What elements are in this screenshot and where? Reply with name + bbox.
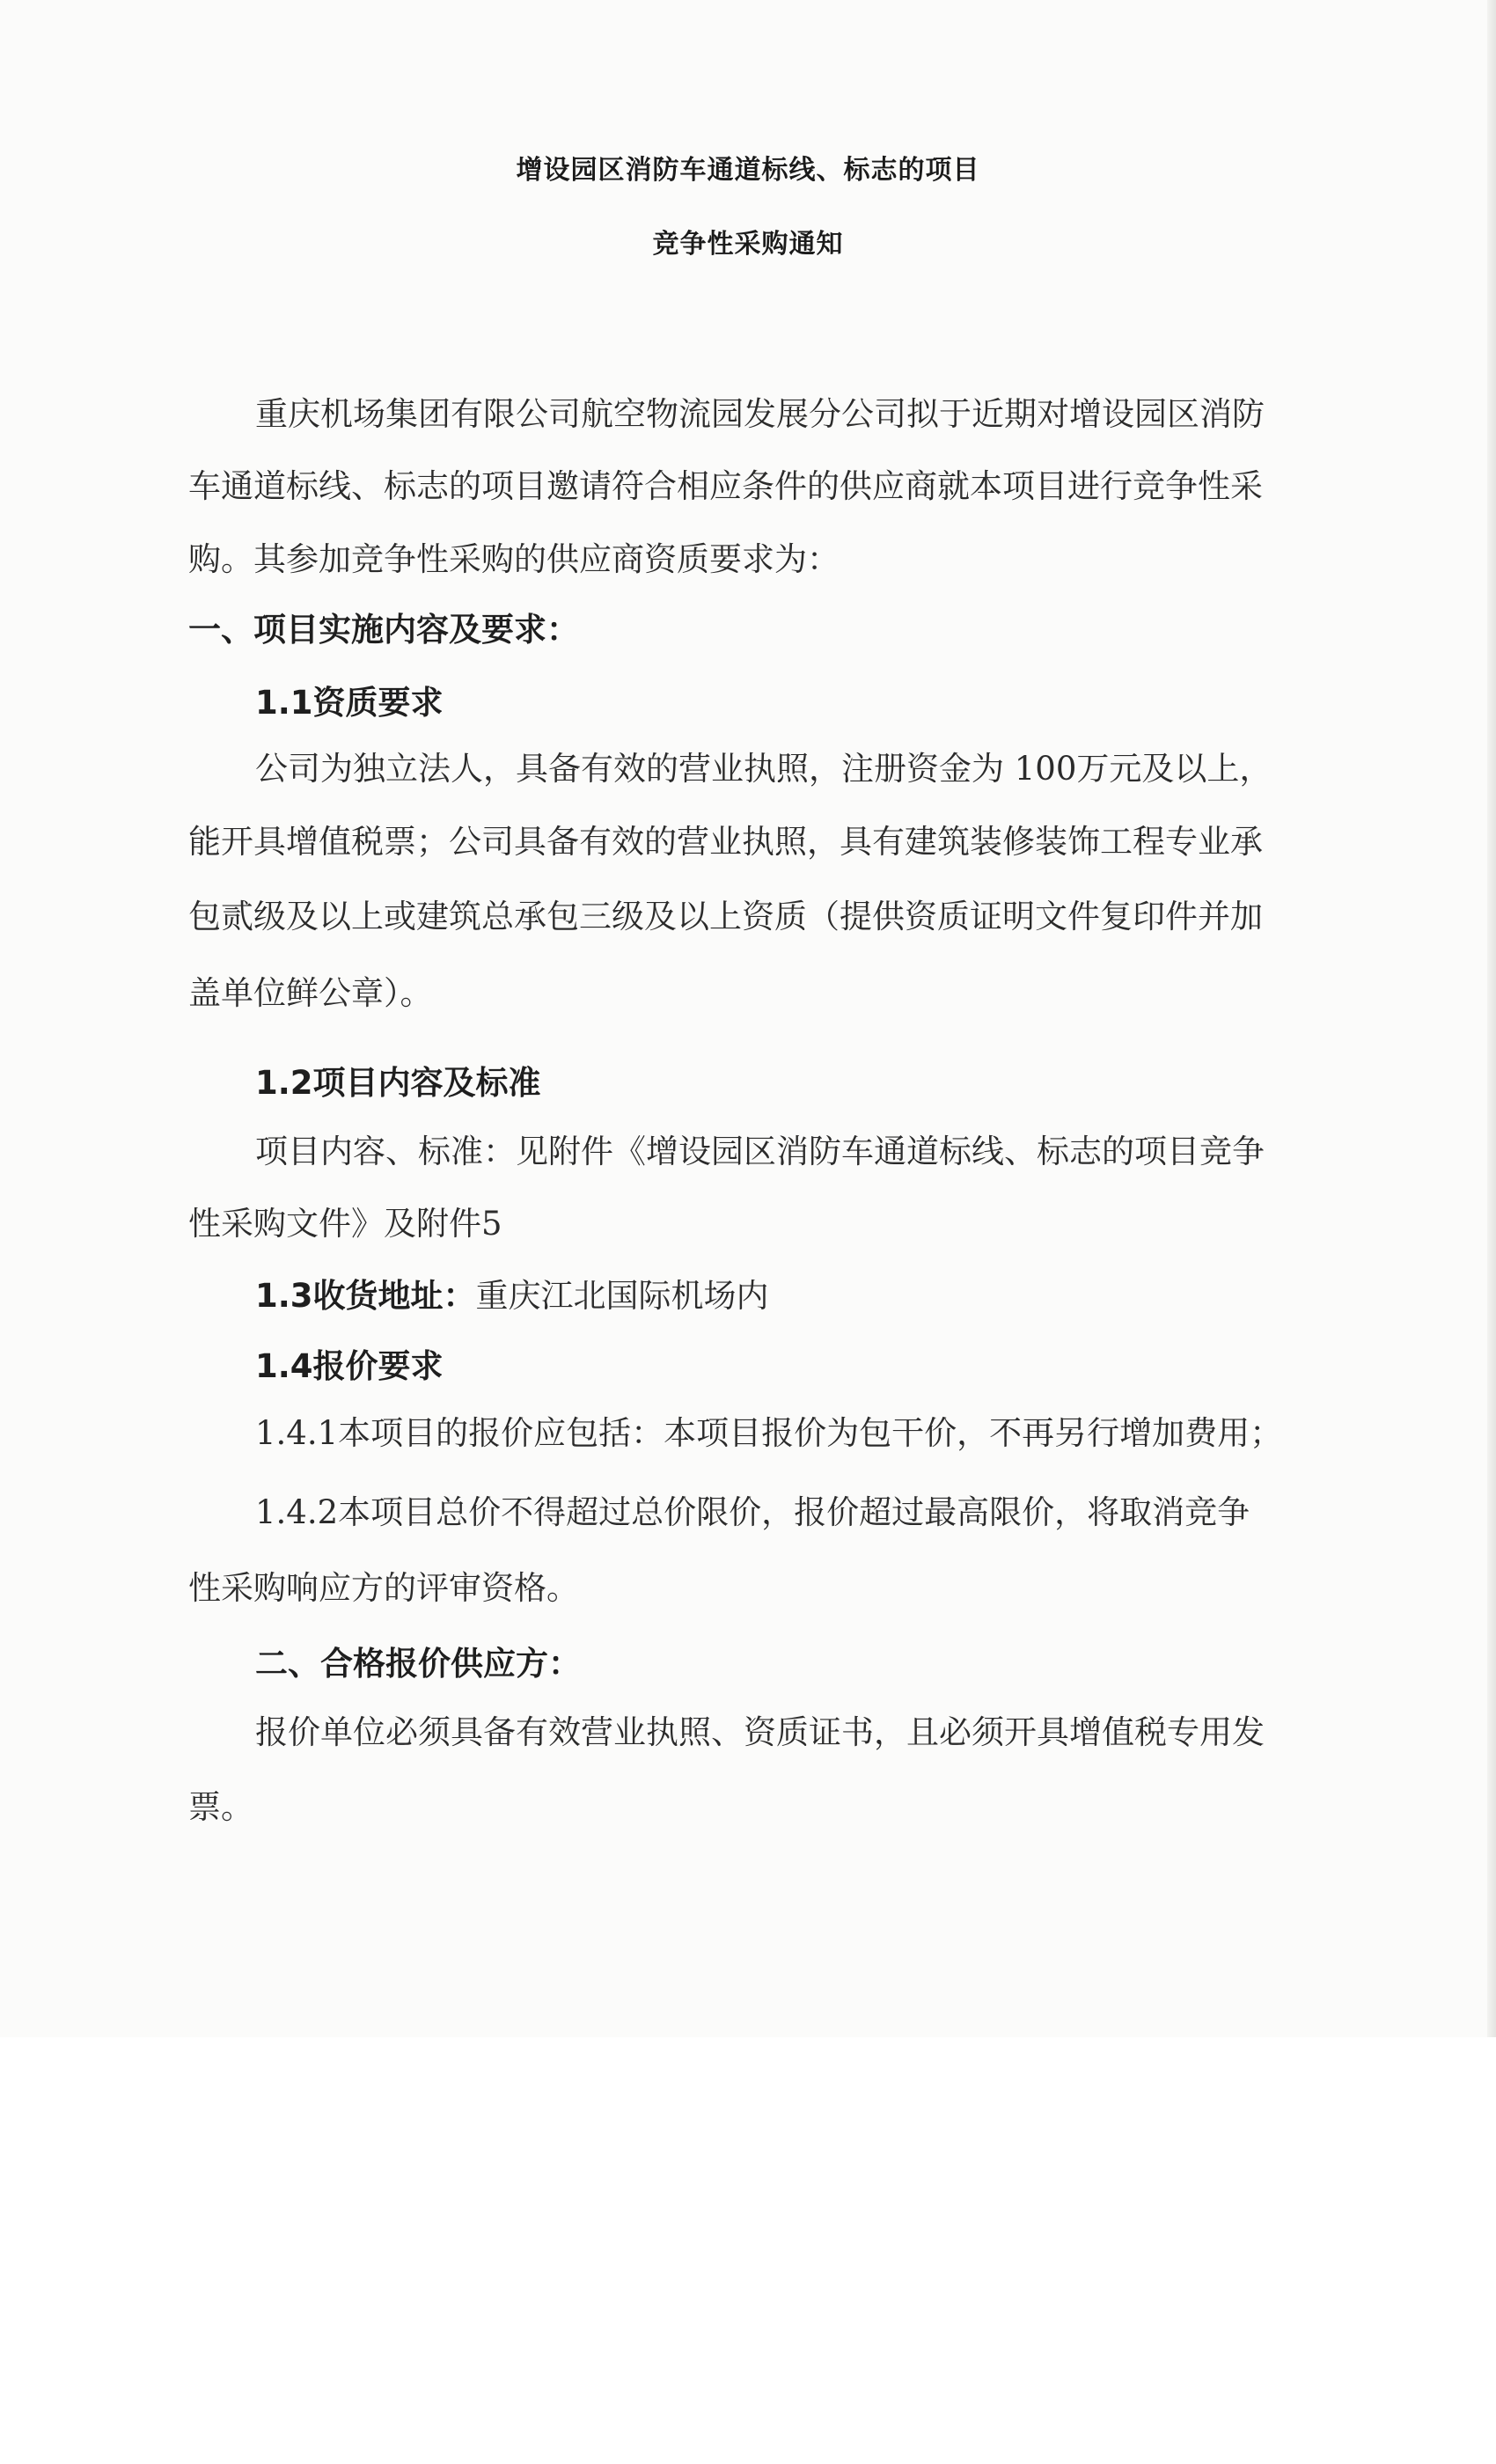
intro-line-1: 重庆机场集团有限公司航空物流园发展分公司拟于近期对增设园区消防	[255, 395, 1265, 433]
intro-line-3: 购。其参加竞争性采购的供应商资质要求为：	[188, 540, 840, 578]
delivery-address-label: 1.3收货地址：	[255, 1277, 476, 1315]
subsection-1-3	[255, 1269, 769, 1316]
section-2-line-1: 报价单位必须具备有效营业执照、资质证书，且必须开具增值税专用发	[255, 1713, 1265, 1751]
document-title-line-1: 增设园区消防车通道标线、标志的项目	[516, 155, 980, 186]
subsection-1-2-line-1: 项目内容、标准：见附件《增设园区消防车通道标线、标志的项目竞争	[255, 1133, 1265, 1170]
intro-line-2: 车通道标线、标志的项目邀请符合相应条件的供应商就本项目进行竞争性采	[188, 467, 1263, 505]
blank-area	[0, 2037, 1496, 2464]
subsection-1-1-line-3: 包贰级及以上或建筑总承包三级及以上资质（提供资质证明文件复印件并加	[188, 898, 1263, 935]
subsection-1-1-heading: 1.1资质要求	[255, 684, 444, 722]
subsection-1-2-heading: 1.2项目内容及标准	[255, 1064, 541, 1102]
delivery-address-value: 重庆江北国际机场内	[475, 1277, 769, 1315]
subsection-1-2-line-2: 性采购文件》及附件5	[188, 1205, 502, 1243]
section-2-heading: 二、合格报价供应方：	[255, 1645, 581, 1683]
quote-requirement-2-line-1: 1.4.2本项目总价不得超过总价限价，报价超过最高限价，将取消竞争	[255, 1493, 1250, 1531]
section-1-heading: 一、项目实施内容及要求：	[188, 611, 579, 649]
page-edge-shadow	[1487, 0, 1496, 2037]
quote-requirement-2-line-2: 性采购响应方的评审资格。	[188, 1569, 579, 1607]
subsection-1-1-line-2: 能开具增值税票；公司具备有效的营业执照，具有建筑装修装饰工程专业承	[188, 823, 1263, 861]
quote-requirement-1: 1.4.1本项目的报价应包括：本项目报价为包干价，不再另行增加费用；	[255, 1414, 1283, 1452]
document-title-line-2: 竞争性采购通知	[652, 229, 844, 260]
subsection-1-1-line-1: 公司为独立法人，具备有效的营业执照，注册资金为 100万元及以上，	[255, 750, 1272, 788]
section-2-line-2: 票。	[188, 1788, 253, 1826]
subsection-1-1-line-4: 盖单位鲜公章）。	[188, 974, 433, 1012]
subsection-1-4-heading: 1.4报价要求	[255, 1347, 444, 1385]
